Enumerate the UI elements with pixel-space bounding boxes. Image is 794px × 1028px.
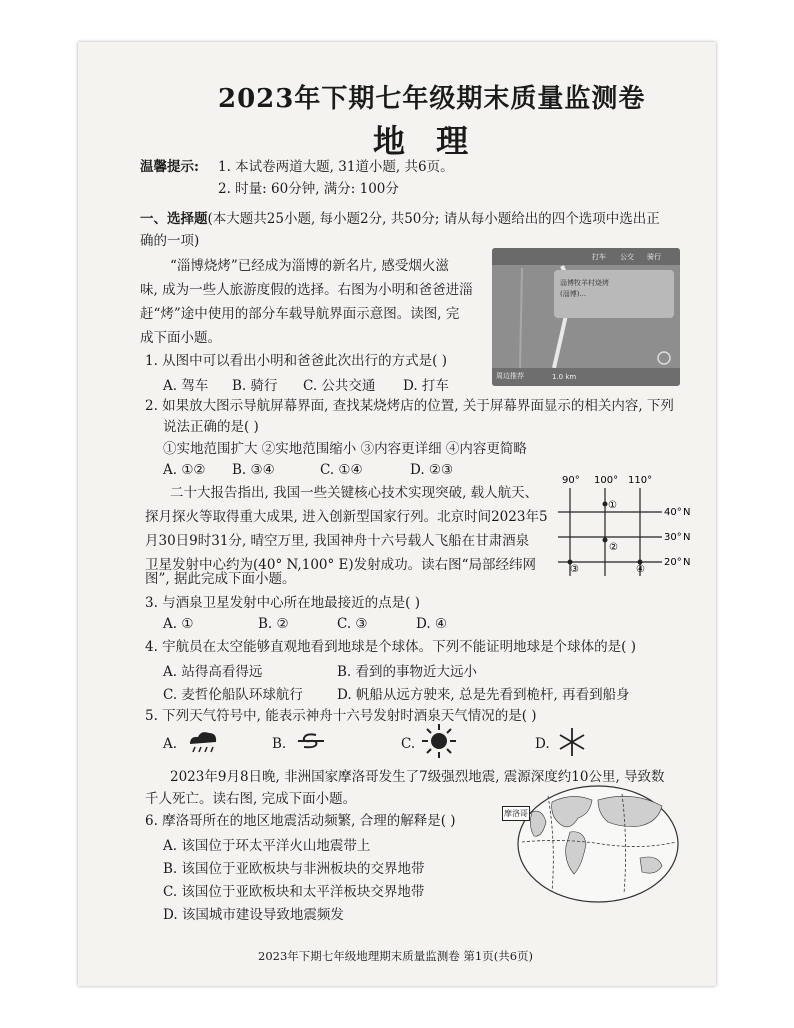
q3-option-b: B. ② xyxy=(258,616,289,632)
q4-option-b: B. 看到的事物近大远小 xyxy=(337,664,478,680)
lat-suffix-1: N xyxy=(683,507,691,518)
morocco-label: 摩洛哥 xyxy=(502,806,530,821)
nav-tab-taxi: 打车 xyxy=(592,253,606,261)
lon-label-100: 100° xyxy=(594,475,619,486)
q1-stem: 1. 从图中可以看出小明和爸爸此次出行的方式是( ) xyxy=(145,353,447,369)
section-intro-a: (本大题共25小题, 每小题2分, 共50分; 请从每小题给出的四个选项中选出正 xyxy=(207,211,660,227)
passage2-line3: 月30日9时31分, 晴空万里, 我国神舟十六号载人飞船在甘肃酒泉 xyxy=(145,533,530,549)
destination-card xyxy=(554,270,674,318)
notice-label: 温馨提示: xyxy=(140,159,199,175)
sandstorm-icon xyxy=(296,732,326,750)
q2-option-b: B. ③④ xyxy=(232,462,275,478)
lon-label-90: 90° xyxy=(562,475,580,486)
page-footer: 2023年下期七年级地理期末质量监测卷 第1页(共6页) xyxy=(258,949,534,963)
locate-icon xyxy=(658,352,670,364)
passage1-line3: 赶“烤”途中使用的部分车载导航界面示意图。读图, 完 xyxy=(140,306,460,322)
q4-stem: 4. 宇航员在太空能够直观地看到地球是个球体。下列不能证明地球是个球体的是( ) xyxy=(145,639,636,655)
passage2-line4: 卫星发射中心约为(40° N,100° E)发射成功。读右图“局部经纬网 xyxy=(145,557,537,573)
passage3-line2: 千人死亡。读右图, 完成下面小题。 xyxy=(145,791,357,807)
notice-line-1: 1. 本试卷两道大题, 31道小题, 共6页。 xyxy=(218,159,454,175)
lat-lon-grid-figure xyxy=(552,472,692,584)
q1-option-a: A. 驾车 xyxy=(163,378,209,394)
q6-option-d: D. 该国城市建设导致地震频发 xyxy=(163,907,344,923)
subject-title: 地 理 xyxy=(373,122,479,160)
q2-option-d: D. ②③ xyxy=(410,462,454,478)
world-plate-map xyxy=(512,782,684,910)
q5-option-a: A. xyxy=(163,736,178,752)
passage1-line4: 成下面小题。 xyxy=(140,330,221,346)
q6-option-c: C. 该国位于亚欧板块和太平洋板块交界地带 xyxy=(163,884,425,900)
snowflake-icon xyxy=(556,726,588,758)
q2-choices: ①实地范围扩大 ②实地范围缩小 ③内容更详细 ④内容更简略 xyxy=(163,441,527,457)
passage1-line1: “淄博烧烤”已经成为淄博的新名片, 感受烟火滋 xyxy=(170,258,449,274)
point-4: ④ xyxy=(636,564,645,575)
rain-cloud-icon xyxy=(186,728,220,754)
sunny-icon xyxy=(420,722,458,760)
passage2-line5: 图”, 据此完成下面小题。 xyxy=(145,571,296,587)
section-heading: 一、选择题 xyxy=(140,211,208,227)
q5-option-b: B. xyxy=(272,736,287,752)
q3-option-a: A. ① xyxy=(163,616,194,632)
q2-stem: 2. 如果放大图示导航屏幕界面, 查找某烧烤店的位置, 关于屏幕界面显示的相关内容, 下列 xyxy=(145,398,674,414)
point-1: ① xyxy=(608,500,617,511)
passage1-line2: 味, 成为一些人旅游度假的选择。右图为小明和爸爸进淄 xyxy=(140,282,473,298)
q4-option-d: D. 帆船从远方驶来, 总是先看到桅杆, 再看到船身 xyxy=(337,687,630,703)
q1-option-c: C. 公共交通 xyxy=(303,378,376,394)
passage2-line2: 探月探火等取得重大成果, 进入创新型国家行列。北京时间2023年5 xyxy=(145,509,548,525)
passage3-line1: 2023年9月8日晚, 非洲国家摩洛哥发生了7级强烈地震, 震源深度约10公里, 导致数 xyxy=(170,769,665,785)
q3-option-d: D. ④ xyxy=(416,616,448,632)
lat-label-20: 20° xyxy=(664,557,682,568)
nav-tab-bike: 骑行 xyxy=(647,253,661,261)
section-intro-b: 确的一项) xyxy=(140,233,200,249)
lon-label-110: 110° xyxy=(628,475,653,486)
nav-scale: 1.0 km xyxy=(552,373,577,381)
point-2: ② xyxy=(609,542,618,553)
lat-suffix-3: N xyxy=(683,557,691,568)
notice-line-2: 2. 时量: 60分钟, 满分: 100分 xyxy=(218,181,399,197)
q1-option-b: B. 骑行 xyxy=(232,378,278,394)
q5-option-d: D. xyxy=(535,736,550,752)
card-line-1: 淄博牧羊村烧烤 xyxy=(560,279,609,287)
q4-option-a: A. 站得高看得远 xyxy=(163,664,263,680)
q5-stem: 5. 下列天气符号中, 能表示神舟十六号发射时酒泉天气情况的是( ) xyxy=(145,708,537,724)
q1-option-d: D. 打车 xyxy=(403,378,449,394)
q6-option-b: B. 该国位于亚欧板块与非洲板块的交界地带 xyxy=(163,861,425,877)
q6-stem: 6. 摩洛哥所在的地区地震活动频繁, 合理的解释是( ) xyxy=(145,813,456,829)
q4-option-c: C. 麦哲伦船队环球航行 xyxy=(163,687,303,703)
navigation-screenshot xyxy=(492,248,680,386)
lat-label-40: 40° xyxy=(664,507,682,518)
q2-option-a: A. ①② xyxy=(163,462,206,478)
q6-option-a: A. 该国位于环太平洋火山地震带上 xyxy=(163,838,371,854)
section-heading-row xyxy=(140,210,660,228)
q2-option-c: C. ①④ xyxy=(320,462,363,478)
nav-tab-bus: 公交 xyxy=(620,253,634,261)
q3-stem: 3. 与酒泉卫星发射中心所在地最接近的点是( ) xyxy=(145,595,420,611)
exam-title: 2023年下期七年级期末质量监测卷 xyxy=(218,84,646,114)
q3-option-c: C. ③ xyxy=(337,616,368,632)
q5-option-c: C. xyxy=(401,736,416,752)
lat-suffix-2: N xyxy=(683,532,691,543)
passage2-line1: 二十大报告指出, 我国一些关键核心技术实现突破, 载人航天、 xyxy=(170,485,539,501)
card-line-2: (淄博)... xyxy=(560,290,587,298)
lat-label-30: 30° xyxy=(664,532,682,543)
point-3: ③ xyxy=(570,564,579,575)
q2-stem-2: 说法正确的是( ) xyxy=(163,419,259,435)
nav-bottom-left: 周边推荐 xyxy=(496,372,524,380)
